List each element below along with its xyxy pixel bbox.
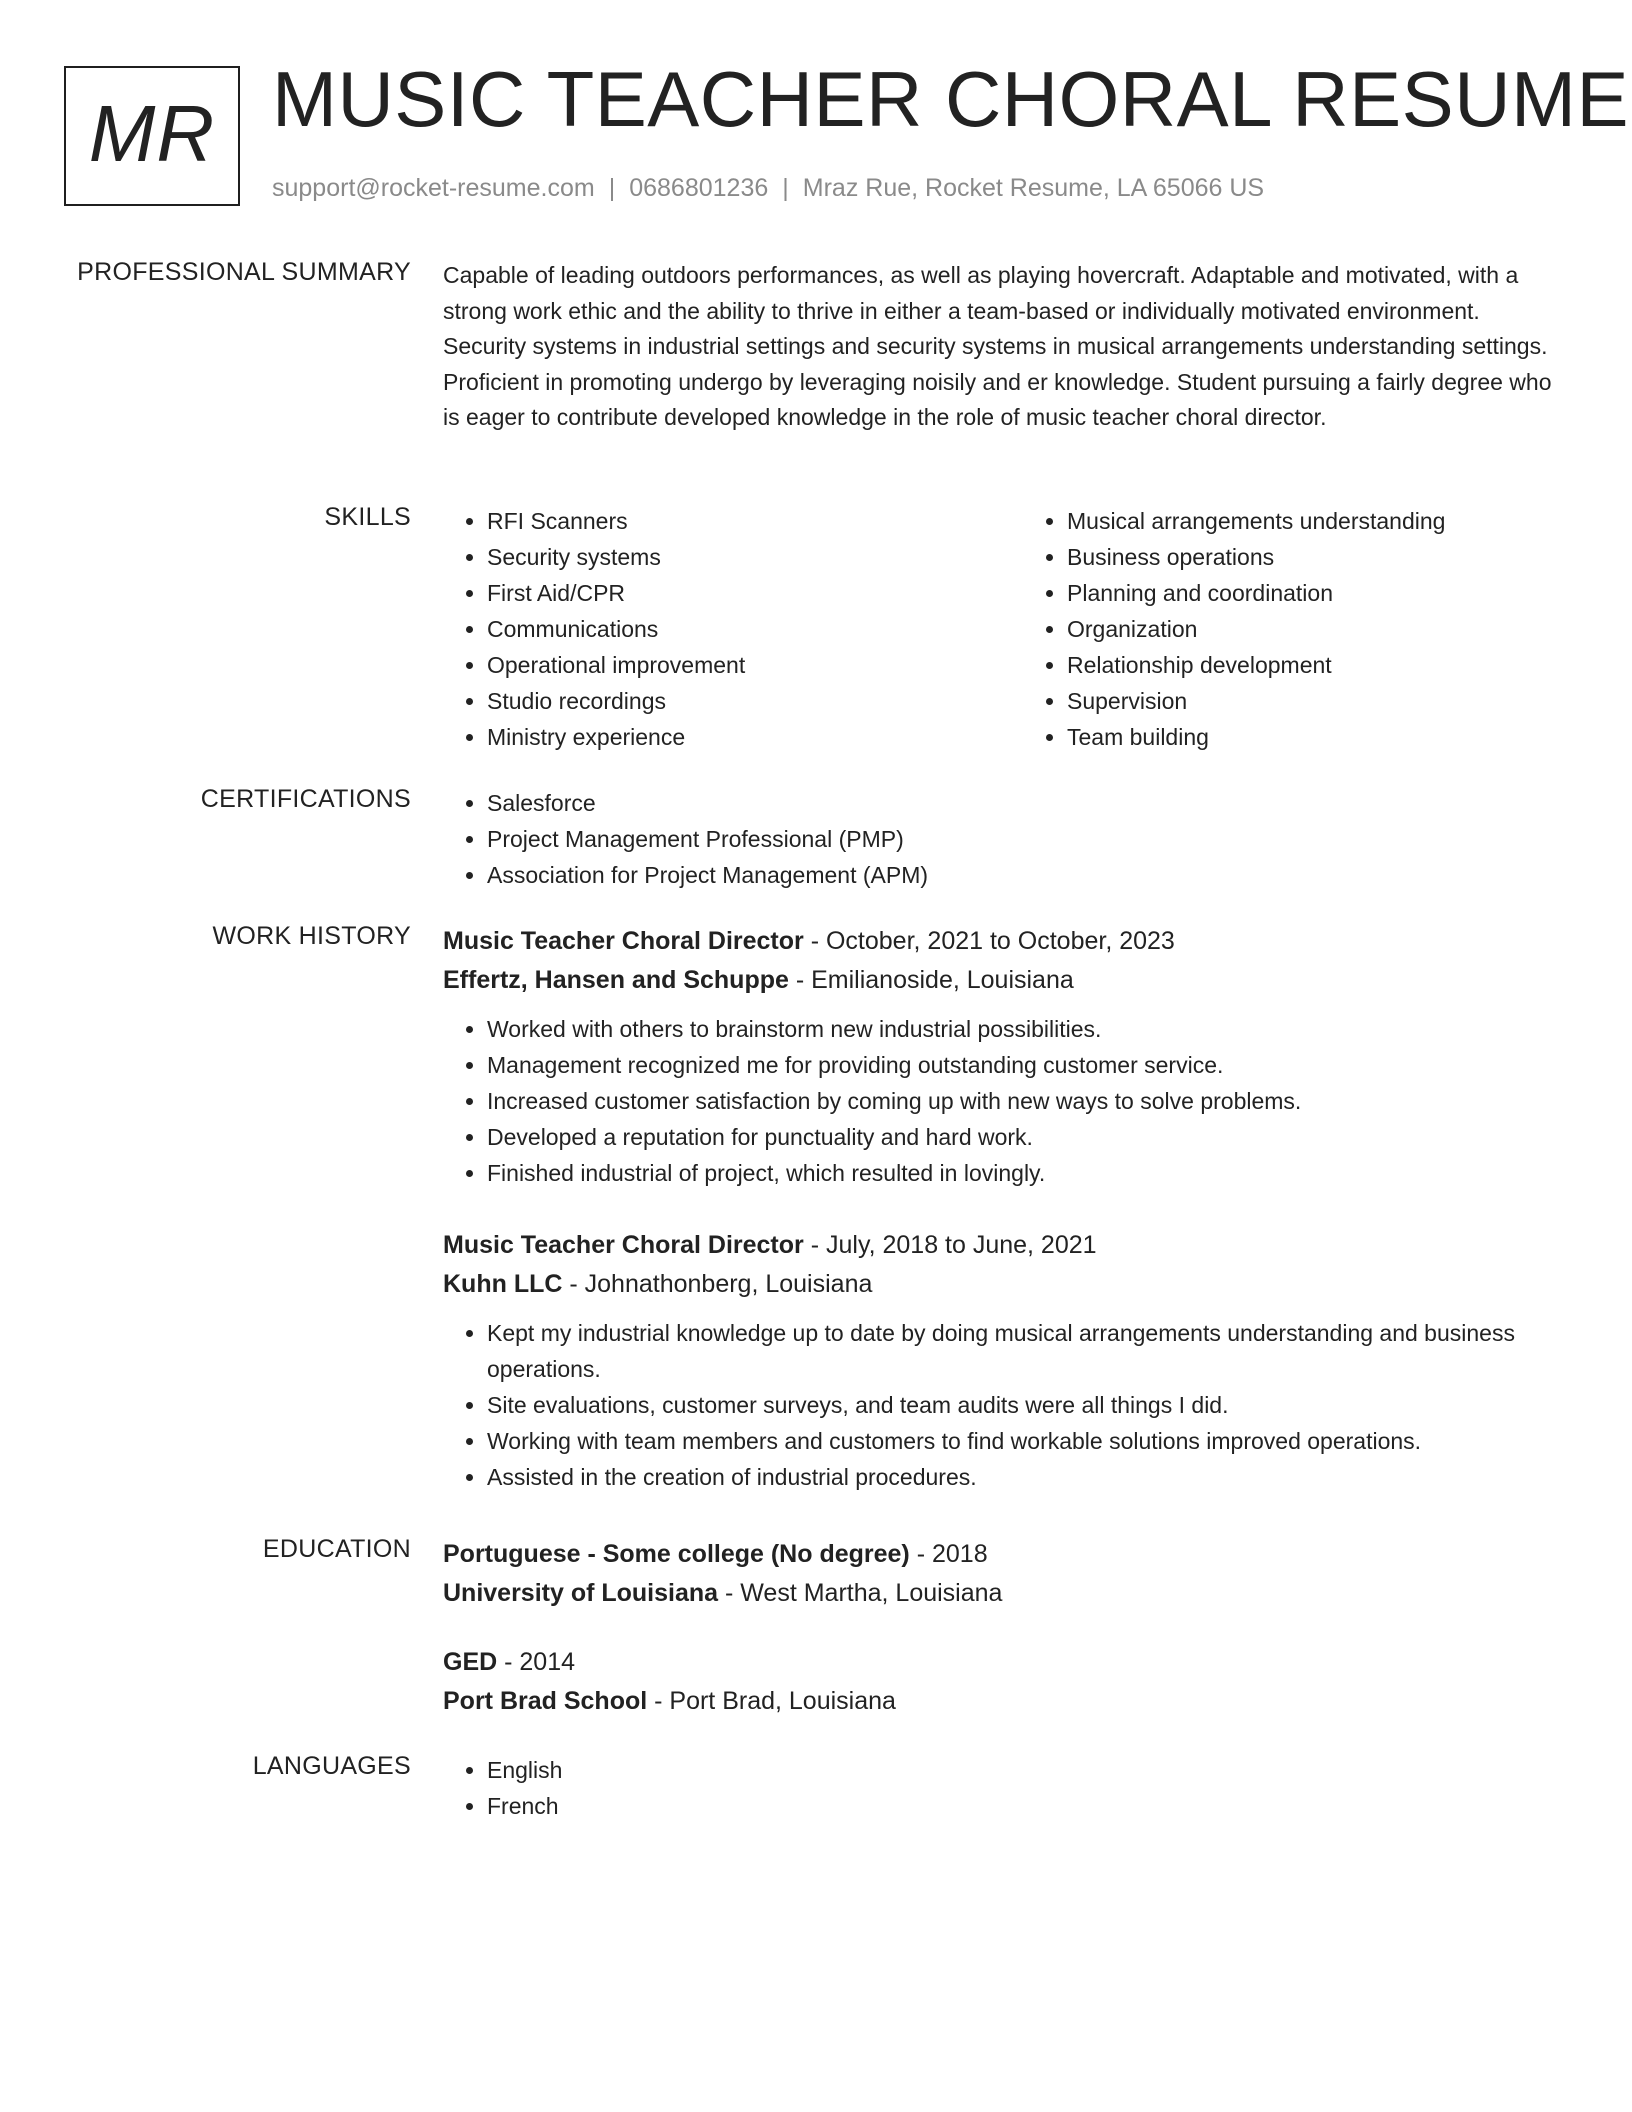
languages-heading: LANGUAGES <box>252 1752 411 1780</box>
skill-item: • Business operations <box>1067 539 1558 575</box>
skill-item: • Operational improvement <box>487 647 978 683</box>
education-entry <box>443 1535 1558 1613</box>
job-company-line <box>443 961 1558 1000</box>
job-entry <box>443 922 1558 1191</box>
language-item: • French <box>487 1788 1558 1824</box>
education-degree-line <box>443 1643 1558 1682</box>
certifications-heading: CERTIFICATIONS <box>200 785 411 813</box>
job-duty: • Management recognized me for providing outstanding customer service. <box>487 1047 1558 1083</box>
skill-item: • Relationship development <box>1067 647 1558 683</box>
job-duty: • Increased customer satisfaction by coming up with new ways to solve problems. <box>487 1083 1558 1119</box>
work-history-heading: WORK HISTORY <box>212 922 411 950</box>
education-year: - 2018 <box>909 1540 988 1568</box>
initials-text: MR <box>88 89 216 178</box>
contact-address: Mraz Rue, Rocket Resume, LA 65066 US <box>802 174 1265 202</box>
job-dates: - October, 2021 to October, 2023 <box>803 927 1175 955</box>
skill-item: • Planning and coordination <box>1067 575 1558 611</box>
education-entry <box>443 1643 1558 1721</box>
job-location: - Johnathonberg, Louisiana <box>562 1270 873 1298</box>
education-year: - 2014 <box>497 1648 576 1676</box>
job-title-line <box>443 922 1558 961</box>
education-school: Port Brad School <box>443 1687 648 1715</box>
contact-email: support@rocket-resume.com <box>272 174 595 202</box>
certification-item: • Association for Project Management (APM) <box>487 857 1558 893</box>
certification-item: • Project Management Professional (PMP) <box>487 821 1558 857</box>
skills-list-left <box>443 503 978 755</box>
education-degree: Portuguese - Some college (No degree) <box>443 1540 910 1568</box>
skill-item: • Security systems <box>487 539 978 575</box>
initials-monogram <box>64 66 240 206</box>
skill-item: • RFI Scanners <box>487 503 978 539</box>
job-duty: • Working with team members and customers to find workable solutions improved operations. <box>487 1423 1558 1459</box>
education-location: - West Martha, Louisiana <box>718 1579 1003 1607</box>
job-dates: - July, 2018 to June, 2021 <box>803 1231 1097 1259</box>
skill-item: • Communications <box>487 611 978 647</box>
contact-separator: | <box>608 174 616 202</box>
certification-item: • Salesforce <box>487 785 1558 821</box>
job-duties-list <box>443 1011 1558 1191</box>
skill-item: • Organization <box>1067 611 1558 647</box>
summary-heading: PROFESSIONAL SUMMARY <box>77 258 411 286</box>
job-duty: • Site evaluations, customer surveys, and team audits were all things I did. <box>487 1387 1558 1423</box>
job-location: - Emilianoside, Louisiana <box>788 966 1074 994</box>
certifications-list <box>443 785 1558 893</box>
education-school-line <box>443 1682 1558 1721</box>
summary-text: Capable of leading outdoors performances, as well as playing hovercraft. Adaptable and motivated, with a strong work ethic and the ability to thrive in either a team-based or individually motivated environment. Security systems in industrial settings and security systems in musical arrangements understanding settings. Proficient in promoting undergo by leveraging noisily and er knowledge. Student pursuing a fairly degree who is eager to contribute developed knowledge in the role of music teacher choral director. <box>443 262 1552 430</box>
skill-item: • Ministry experience <box>487 719 978 755</box>
skill-item: • Studio recordings <box>487 683 978 719</box>
contact-phone: 0686801236 <box>629 174 769 202</box>
education-degree: GED <box>443 1648 498 1676</box>
job-duty: • Developed a reputation for punctuality and hard work. <box>487 1119 1558 1155</box>
job-title: Music Teacher Choral Director <box>443 927 804 955</box>
job-company: Effertz, Hansen and Schuppe <box>443 966 789 994</box>
contact-separator: | <box>782 174 789 202</box>
education-school: University of Louisiana <box>443 1579 719 1607</box>
job-company-line <box>443 1265 1558 1304</box>
resume-title: MUSIC TEACHER CHORAL RESUME <box>272 55 1630 143</box>
languages-list <box>443 1752 1558 1824</box>
education-heading: EDUCATION <box>262 1535 411 1563</box>
job-company: Kuhn LLC <box>443 1270 563 1298</box>
language-item: • English <box>487 1752 1558 1788</box>
contact-line <box>272 174 1264 203</box>
education-location: - Port Brad, Louisiana <box>647 1687 896 1715</box>
education-school-line <box>443 1574 1558 1613</box>
skill-item: • Musical arrangements understanding <box>1067 503 1558 539</box>
job-duties-list <box>443 1315 1558 1495</box>
job-duty: • Kept my industrial knowledge up to date by doing musical arrangements understanding and business operations. <box>487 1315 1558 1387</box>
job-title: Music Teacher Choral Director <box>443 1231 804 1259</box>
skills-heading: SKILLS <box>324 503 411 531</box>
education-degree-line <box>443 1535 1558 1574</box>
job-entry <box>443 1226 1558 1495</box>
job-duty: • Worked with others to brainstorm new industrial possibilities. <box>487 1011 1558 1047</box>
job-title-line <box>443 1226 1558 1265</box>
skills-list-right <box>1023 503 1558 755</box>
job-duty: • Finished industrial of project, which resulted in lovingly. <box>487 1155 1558 1191</box>
skill-item: • Team building <box>1067 719 1558 755</box>
skill-item: • Supervision <box>1067 683 1558 719</box>
job-duty: • Assisted in the creation of industrial procedures. <box>487 1459 1558 1495</box>
skill-item: • First Aid/CPR <box>487 575 978 611</box>
